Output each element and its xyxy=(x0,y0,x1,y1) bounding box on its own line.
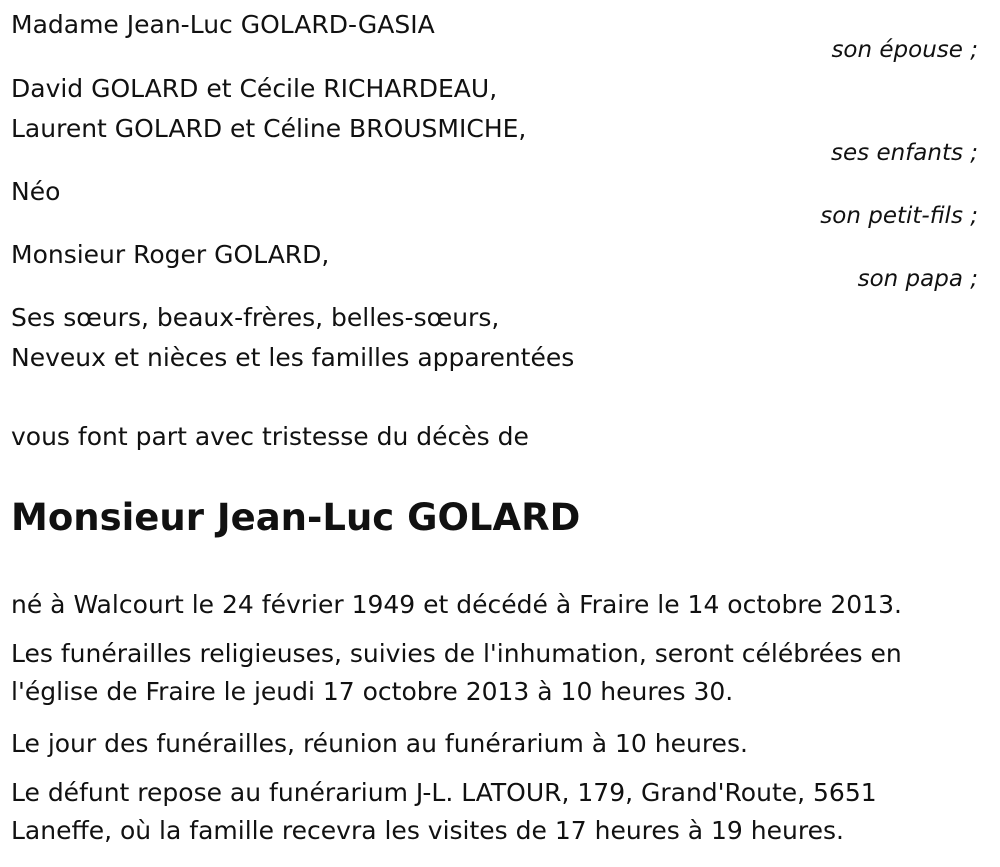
child-line-1: David GOLARD et Cécile RICHARDEAU, xyxy=(11,74,498,103)
spouse-name: Madame Jean-Luc GOLARD-GASIA xyxy=(11,10,435,39)
spouse-role: son épouse ; xyxy=(831,37,978,63)
funeral-paragraph: Les funérailles religieuses, suivies de l'inhumation, seront célébrées en l'église de Fraire le jeudi 17 octobre 2013 à 10 heures 30. xyxy=(11,639,902,706)
grandson-role: son petit-fils ; xyxy=(820,203,978,229)
announcement-intro: vous font part avec tristesse du décès de xyxy=(11,422,529,451)
birth-death-line: né à Walcourt le 24 février 1949 et décédé à Fraire le 14 octobre 2013. xyxy=(11,590,902,619)
father-name: Monsieur Roger GOLARD, xyxy=(11,240,330,269)
visitation-paragraph: Le défunt repose au funérarium J-L. LATOUR, 179, Grand'Route, 5651 Laneffe, où la famille recevra les visites de 17 heures à 19 heures. xyxy=(11,778,877,845)
father-role: son papa ; xyxy=(857,266,978,292)
children-role: ses enfants ; xyxy=(831,140,978,166)
deceased-name: Monsieur Jean-Luc GOLARD xyxy=(11,496,581,539)
grandson-name: Néo xyxy=(11,177,61,206)
siblings-line: Ses sœurs, beaux-frères, belles-sœurs, xyxy=(11,303,500,332)
child-line-2: Laurent GOLARD et Céline BROUSMICHE, xyxy=(11,114,527,143)
relatives-line: Neveux et nièces et les familles apparentées xyxy=(11,343,575,372)
meeting-line: Le jour des funérailles, réunion au funérarium à 10 heures. xyxy=(11,729,748,758)
